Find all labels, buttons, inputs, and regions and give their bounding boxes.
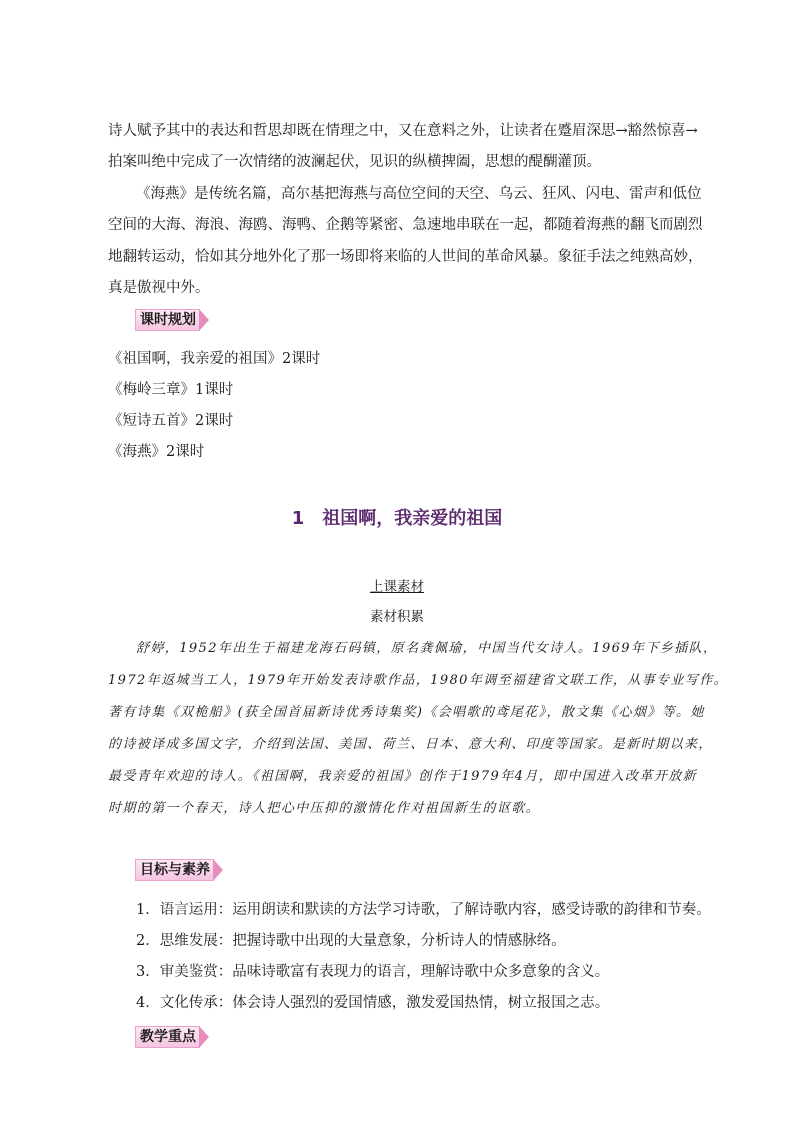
material-line: 1972年返城当工人，1979年开始发表诗歌作品，1980年调至福建省文联工作，从事专业写作。 [108,673,729,688]
intro-line-2: 拍案叫绝中完成了一次情绪的波澜起伏，见识的纵横捭阖，思想的醍醐灌顶。 [108,154,601,170]
material-heading: 上课素材 [370,579,424,595]
material-line: 著有诗集《双桅船》(获全国首届新诗优秀诗集奖)《会唱歌的鸢尾花》，散文集《心烟》等。她 [108,705,705,720]
goal-item: 1．语言运用：运用朗读和默读的方法学习诗歌，了解诗歌内容，感受诗歌的韵律和节奏。 [136,902,711,918]
schedule-item: 《梅岭三章》1课时 [108,382,234,398]
section-badge-schedule [135,309,209,331]
material-subheading: 素材积累 [370,609,424,625]
intro-para2-line-2: 空间的大海、海浪、海鸥、海鸭、企鹅等紧密、急速地串联在一起，都随着海燕的翻飞而剧烈 [108,217,703,233]
lesson-title [0,504,794,530]
badge-arrow-icon [199,309,209,331]
badge-label: 课时规划 [135,309,200,331]
schedule-item: 《短诗五首》2课时 [108,413,234,429]
intro-line-1: 诗人赋予其中的表达和哲思却既在情理之中，又在意料之外，让读者在蹙眉深思→豁然惊喜→ [108,123,698,139]
goal-item: 2．思维发展：把握诗歌中出现的大量意象，分析诗人的情感脉络。 [136,933,566,949]
lesson-number: 1 [291,508,305,529]
badge-arrow-icon [199,1026,209,1048]
material-line: 时期的第一个春天，诗人把心中压抑的激情化作对祖国新生的讴歌。 [108,801,541,816]
badge-label: 目标与素养 [135,859,214,881]
badge-arrow-icon [213,859,223,881]
material-line: 的诗被译成多国文字，介绍到法国、美国、荷兰、日本、意大利、印度等国家。是新时期以来， [108,737,713,752]
schedule-item: 《祖国啊，我亲爱的祖国》2课时 [108,351,321,367]
section-badge-goals [135,859,223,881]
goal-item: 4．文化传承：体会诗人强烈的爱国情感，激发爱国热情，树立报国之志。 [136,995,610,1011]
intro-para2-line-4: 真是傲视中外。 [108,280,210,296]
schedule-item: 《海燕》2课时 [108,444,205,460]
section-badge-focus [135,1026,209,1048]
lesson-title-text: 祖国啊，我亲爱的祖国 [322,508,503,529]
badge-label: 教学重点 [135,1026,200,1048]
intro-para2-line-3: 地翻转运动，恰如其分地外化了那一场即将来临的人世间的革命风暴。象征手法之纯熟高妙， [108,249,703,265]
material-line: 最受青年欢迎的诗人。《祖国啊，我亲爱的祖国》创作于1979年4月，即中国进入改革开放新 [108,769,698,784]
intro-para2-line-1: 《海燕》是传统名篇，高尔基把海燕与高位空间的天空、乌云、狂风、闪电、雷声和低位 [136,186,702,202]
material-line: 舒婷，1952年出生于福建龙海石码镇，原名龚佩瑜，中国当代女诗人。1969年下乡插队， [136,641,718,656]
goal-item: 3．审美鉴赏：品味诗歌富有表现力的语言，理解诗歌中众多意象的含义。 [136,964,610,980]
